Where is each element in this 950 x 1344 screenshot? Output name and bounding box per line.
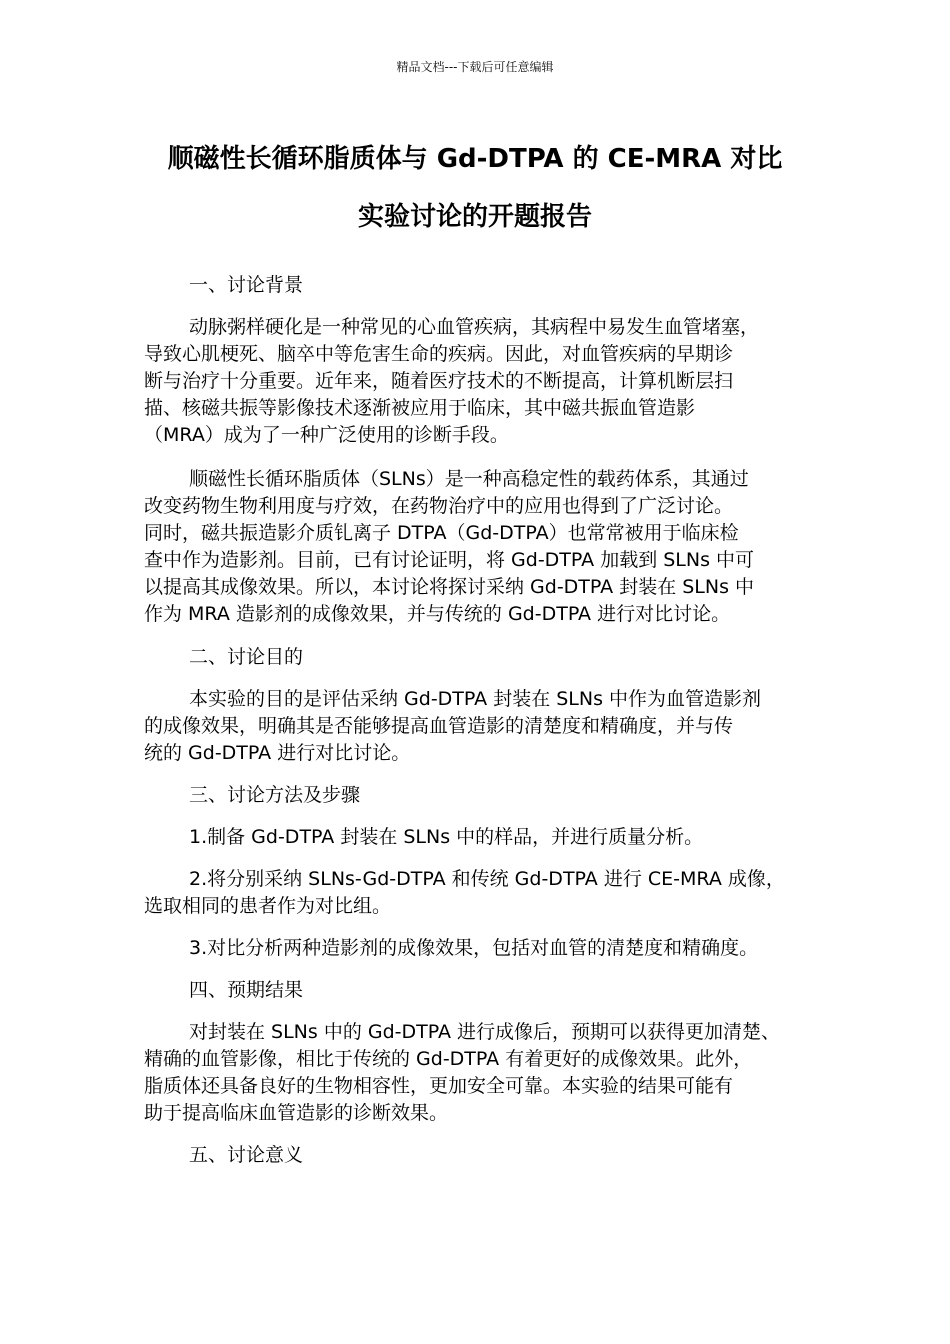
heading-text: 三、讨论方法及步骤 [189,784,361,806]
paragraph-line: （MRA）成为了一种广泛使用的诊断手段。 [144,424,509,446]
method-step-3 [144,935,809,962]
section-heading-methods [144,782,809,809]
paragraph-line: 同时，磁共振造影介质钆离子 DTPA（Gd-DTPA）也常常被用于临床检 [144,522,739,544]
section-heading-expected-results [144,977,809,1004]
paragraph-purpose [144,686,809,767]
paragraph-line: 描、核磁共振等影像技术逐渐被应用于临床，其中磁共振血管造影 [144,397,696,419]
paragraph-sln-intro [144,466,809,628]
paragraph-line: 3.对比分析两种造影剂的成像效果，包括对血管的清楚度和精确度。 [189,937,759,959]
paragraph-line: 精确的血管影像，相比于传统的 Gd-DTPA 有着更好的成像效果。此外， [144,1048,753,1070]
section-heading-background [144,272,809,299]
paragraph-line: 作为 MRA 造影剂的成像效果，并与传统的 Gd-DTPA 进行对比讨论。 [144,603,731,625]
document-title-line-1: 顺磁性长循环脂质体与 Gd-DTPA 的 CE-MRA 对比 [167,144,783,174]
heading-text: 一、讨论背景 [189,274,304,296]
paragraph-line: 的成像效果，明确其是否能够提高血管造影的清楚度和精确度，并与传 [144,715,734,737]
paragraph-line: 以提高其成像效果。所以，本讨论将探讨采纳 Gd-DTPA 封装在 SLNs 中 [144,576,755,598]
page-header: 精品文档---下载后可任意编辑 [396,60,554,74]
paragraph-line: 查中作为造影剂。目前，已有讨论证明，将 Gd-DTPA 加载到 SLNs 中可 [144,549,755,571]
paragraph-line: 1.制备 Gd-DTPA 封装在 SLNs 中的样品，并进行质量分析。 [189,826,704,848]
heading-text: 四、预期结果 [189,979,304,1001]
method-step-2 [144,866,809,920]
paragraph-line: 顺磁性长循环脂质体（SLNs）是一种高稳定性的载药体系，其通过 [189,468,749,490]
heading-text: 五、讨论意义 [189,1144,304,1166]
paragraph-background [144,314,809,449]
paragraph-line: 统的 Gd-DTPA 进行对比讨论。 [144,742,411,764]
paragraph-line: 导致心肌梗死、脑卒中等危害生命的疾病。因此，对血管疾病的早期诊 [144,343,734,365]
heading-text: 二、讨论目的 [189,646,304,668]
paragraph-line: 2.将分别采纳 SLNs-Gd-DTPA 和传统 Gd-DTPA 进行 CE-MRA 成像， [189,868,785,890]
paragraph-line: 选取相同的患者作为对比组。 [144,895,392,917]
paragraph-line: 助于提高临床血管造影的诊断效果。 [144,1102,449,1124]
paragraph-line: 动脉粥样硬化是一种常见的心血管疾病，其病程中易发生血管堵塞， [189,316,760,338]
section-heading-purpose [144,644,809,671]
paragraph-line: 脂质体还具备良好的生物相容性，更加安全可靠。本实验的结果可能有 [144,1075,734,1097]
paragraph-line: 对封装在 SLNs 中的 Gd-DTPA 进行成像后，预期可以获得更加清楚、 [189,1021,781,1043]
paragraph-line: 本实验的目的是评估采纳 Gd-DTPA 封装在 SLNs 中作为血管造影剂 [189,688,762,710]
paragraph-expected-results [144,1019,809,1127]
paragraph-line: 改变药物生物利用度与疗效，在药物治疗中的应用也得到了广泛讨论。 [144,495,734,517]
method-step-1 [144,824,809,851]
section-heading-significance [144,1142,809,1169]
document-title-line-2: 实验讨论的开题报告 [357,202,592,232]
paragraph-line: 断与治疗十分重要。近年来，随着医疗技术的不断提高，计算机断层扫 [144,370,734,392]
